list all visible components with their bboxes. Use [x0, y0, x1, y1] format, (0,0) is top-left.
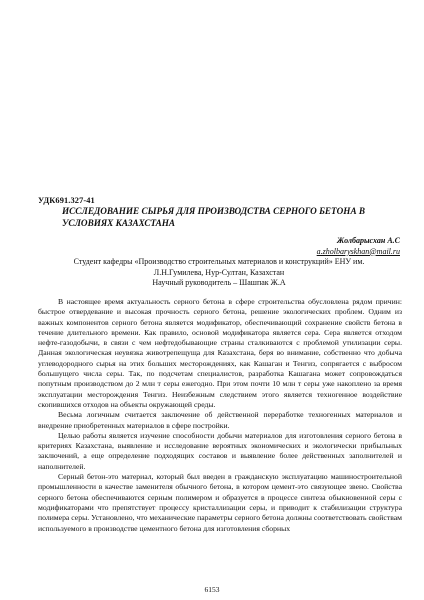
- supervisor: Научный руководитель – Шашпак Ж.А: [152, 278, 286, 288]
- author-email[interactable]: a.zholbaryskhan@mail.ru: [316, 246, 400, 256]
- paper-title: ИССЛЕДОВАНИЕ СЫРЬЯ ДЛЯ ПРОИЗВОДСТВА СЕРНОГО БЕТОНА В УСЛОВИЯХ КАЗАХСТАНА: [62, 206, 365, 228]
- paragraph: Весьма логичным считается заключение об действенной переработке техногенных материалов и внедрение приобретенных материалов в сфере постройки.: [38, 410, 402, 430]
- author-name: Жолбарысхан А.С: [336, 236, 400, 245]
- body-text: [38, 297, 402, 534]
- author-block: [38, 236, 400, 289]
- author-affiliation-line1: Студент кафедры «Производство строительных материалов и конструкций» ЕНУ им.: [73, 257, 365, 267]
- paragraph: Целью работы является изучение способности добычи материалов для изготовления серного бетона в критериях Казахстана, выявление и исследование вероятных экономических и экологически прибыльных заключений, а еще определение подходящих составов и выявление более действенных заполнителей и наполнителей.: [38, 430, 402, 471]
- author-affiliation-line2: Л.Н.Гумилева, Нур-Султан, Казахстан: [153, 267, 285, 277]
- paragraph: В настоящее время актуальность серного бетона в сфере строительства обусловлена рядом причин: быстрое отвердевание и высокая прочность серного бетона, решение экологических проблем. Одним из важных компонентов серного бетона является модификатор, обеспечивающий сохранение свойств бетона в течение длительного времени. Как правило, основой модификатора является сера. Сера является отходом нефте-газодобычи, в связи с чем нефтедобывающие страны сталкиваются с проблемой утилизации серы. Данная экологическая неувязка животрепещуща для Казахстана, беря во внимание, собственно что добыча углеводородного сырья на этих больших месторождениях, как Кашаган и Тенгиз, сопрягается с выбросом большущего числа серы. Так, по подсчетам специалистов, разработка Кашагана может сопровождаться попутным производством до 2 млн т серы ежегодно. При этом почти 10 млн т серы уже накоплено за время эксплуатации месторождения Тенгиз. Неизбежным следствием этого является техногенное воздействие скопившихся отходов на объекты окружающей среды.: [38, 297, 402, 409]
- paragraph: Серный бетон-это материал, который был введен в гражданскую эксплуатацию машиностроительной промышленности в качестве заменителя обычного бетона, в котором цемент-это связующее звено. Свойства серного бетона обеспечиваются серным полимером и образуется в процессе синтеза обыкновенной серы с модификаторами что препятствует процессу кристаллизации серы, и приводит к стабилизации структура полимера серы. Установлено, что механические параметры серного бетона должны соответствовать свойствам используемого в производстве цементного бетона для изготовления сборных: [38, 472, 402, 533]
- page-number: 6153: [204, 585, 220, 594]
- udk-code: УДК691.327-41: [38, 196, 95, 205]
